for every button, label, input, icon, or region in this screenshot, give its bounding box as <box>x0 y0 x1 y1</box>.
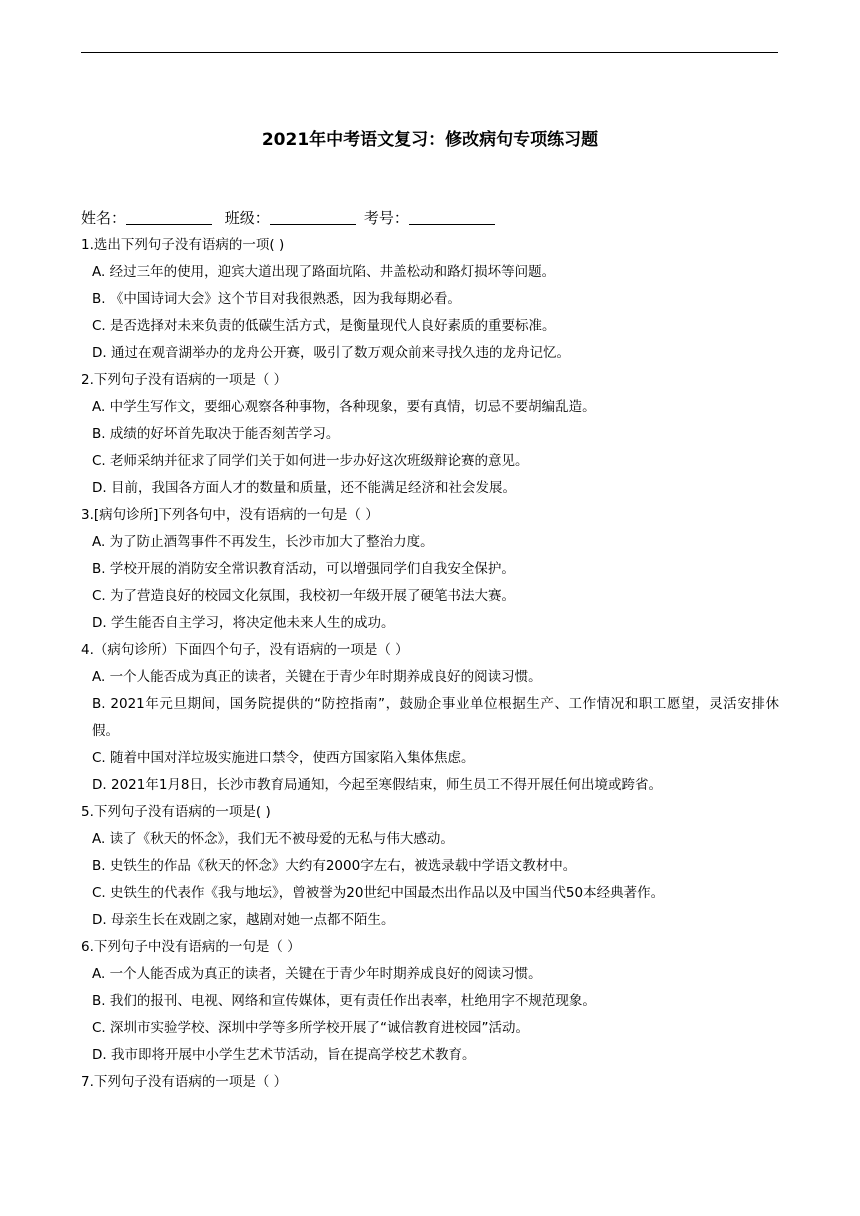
question-stem: 3.[病句诊所]下列各句中，没有语病的一句是（ ） <box>81 507 379 523</box>
question-option: A. 中学生写作文，要细心观察各种事物，各种现象，要有真情，切忌不要胡编乱造。 <box>92 399 596 415</box>
question-stem: 1.选出下列句子没有语病的一项( ) <box>81 237 285 253</box>
question-option: D. 2021年1月8日，长沙市教育局通知，今起至寒假结束，师生员工不得开展任何出境或跨省。 <box>92 777 663 793</box>
question-option: D. 学生能否自主学习，将决定他未来人生的成功。 <box>92 615 395 631</box>
question-option: C. 是否选择对未来负责的低碳生活方式，是衡量现代人良好素质的重要标准。 <box>92 318 556 334</box>
question-option: C. 随着中国对洋垃圾实施进口禁令，使西方国家陷入集体焦虑。 <box>92 750 475 766</box>
question-option: B. 2021年元旦期间，国务院提供的“防控指南”，鼓励企事业单位根据生产、工作情况和职工愿望，灵活安排休假。 <box>92 696 779 739</box>
exam-no-label: 考号： <box>363 209 409 227</box>
question-option: D. 我市即将开展中小学生艺术节活动，旨在提高学校艺术教育。 <box>92 1047 476 1063</box>
question-option: B. 学校开展的消防安全常识教育活动，可以增强同学们自我安全保护。 <box>92 561 515 577</box>
question-option: B. 我们的报刊、电视、网络和宣传媒体，更有责任作出表率，杜绝用字不规范现象。 <box>92 993 596 1009</box>
question-option: D. 目前，我国各方面人才的数量和质量，还不能满足经济和社会发展。 <box>92 480 516 496</box>
question-option: B. 成绩的好坏首先取决于能否刻苦学习。 <box>92 426 340 442</box>
question-option: A. 经过三年的使用，迎宾大道出现了路面坑陷、井盖松动和路灯损坏等问题。 <box>92 264 556 280</box>
question-list <box>81 232 779 1096</box>
question-option: B. 《中国诗词大会》这个节目对我很熟悉，因为我每期必看。 <box>92 291 461 307</box>
question-option: A. 一个人能否成为真正的读者，关键在于青少年时期养成良好的阅读习惯。 <box>92 669 542 685</box>
question-option: C. 为了营造良好的校园文化氛围，我校初一年级开展了硬笔书法大赛。 <box>92 588 516 604</box>
question-option: B. 史铁生的作品《秋天的怀念》大约有2000字左右，被选录载中学语文教材中。 <box>92 858 577 874</box>
name-blank <box>126 208 212 225</box>
question-option: C. 老师采纳并征求了同学们关于如何进一步办好这次班级辩论赛的意见。 <box>92 453 529 469</box>
question-option: A. 读了《秋天的怀念》，我们无不被母爱的无私与伟大感动。 <box>92 831 454 847</box>
header-rule <box>81 52 778 53</box>
class-blank <box>270 208 356 225</box>
class-label: 班级： <box>224 209 270 227</box>
question-option: A. 为了防止酒驾事件不再发生，长沙市加大了整治力度。 <box>92 534 434 550</box>
question-stem: 2.下列句子没有语病的一项是（ ） <box>81 372 288 388</box>
question-option: D. 母亲生长在戏剧之家，越剧对她一点都不陌生。 <box>92 912 395 928</box>
question-stem: 6.下列句子中没有语病的一句是（ ） <box>81 939 301 955</box>
question-option: D. 通过在观音湖举办的龙舟公开赛，吸引了数万观众前来寻找久违的龙舟记忆。 <box>92 345 570 361</box>
question-option: C. 史铁生的代表作《我与地坛》，曾被誉为20世纪中国最杰出作品以及中国当代50本经典著作。 <box>92 885 665 901</box>
name-label: 姓名： <box>81 209 127 227</box>
question-stem: 7.下列句子没有语病的一项是（ ） <box>81 1074 288 1090</box>
question-stem: 4.（病句诊所）下面四个句子，没有语病的一项是（ ） <box>81 642 409 658</box>
question-stem: 5.下列句子没有语病的一项是( ) <box>81 804 271 820</box>
question-option: A. 一个人能否成为真正的读者，关键在于青少年时期养成良好的阅读习惯。 <box>92 966 542 982</box>
student-info-line <box>81 206 503 230</box>
exam-no-blank <box>409 208 495 225</box>
question-option: C. 深圳市实验学校、深圳中学等多所学校开展了“诚信教育进校园”活动。 <box>92 1020 529 1036</box>
page-title: 2021年中考语文复习：修改病句专项练习题 <box>261 130 599 150</box>
